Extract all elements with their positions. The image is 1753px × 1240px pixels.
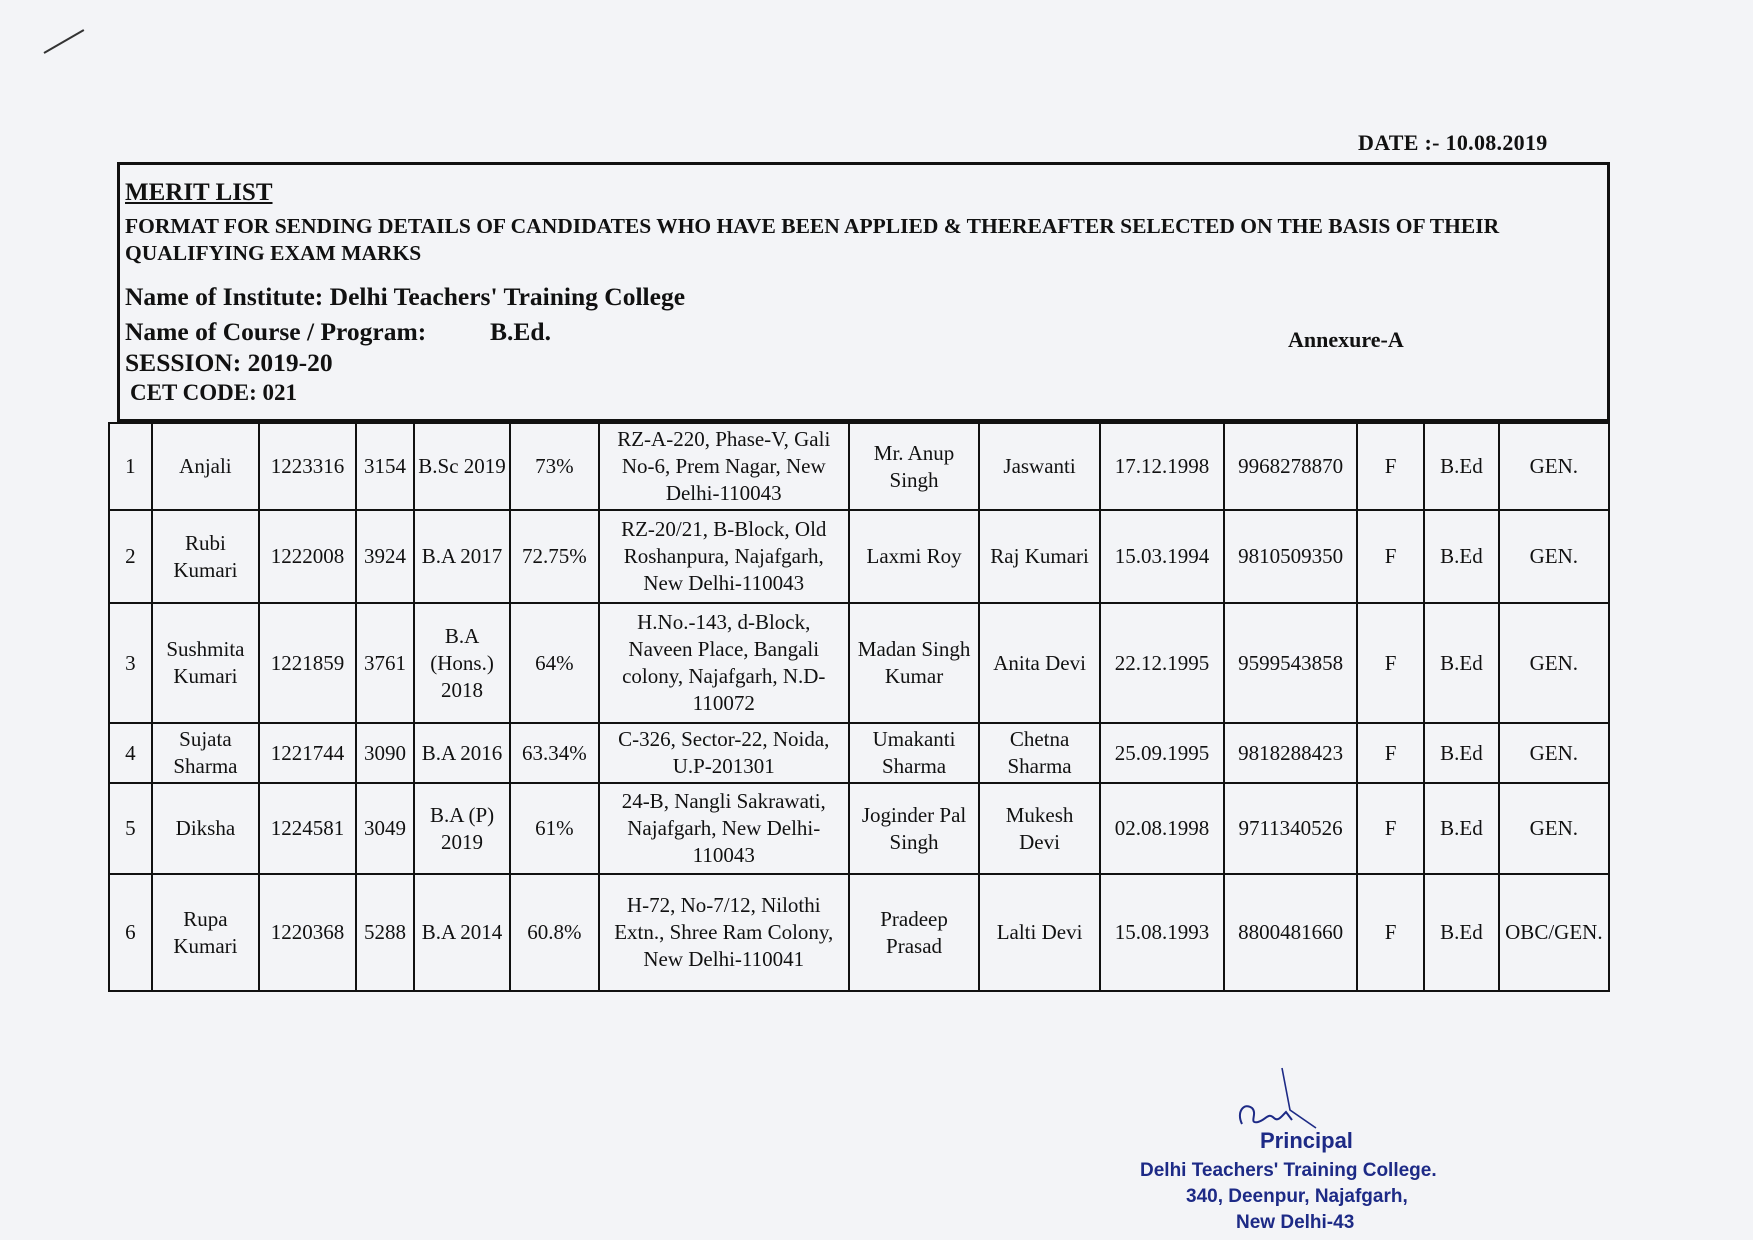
cell-course: B.Ed (1424, 783, 1498, 874)
cell-phone: 9818288423 (1224, 723, 1357, 783)
cell-sno: 4 (109, 723, 152, 783)
cell-course: B.Ed (1424, 423, 1498, 510)
cell-percent: 63.34% (510, 723, 599, 783)
cell-dob: 02.08.1998 (1100, 783, 1224, 874)
principal-stamp (1120, 1062, 1520, 1232)
cell-father: Madan Singh Kumar (849, 603, 980, 723)
cell-category: GEN. (1499, 603, 1609, 723)
cell-address: H-72, No-7/12, Nilothi Extn., Shree Ram Colony, New Delhi-110041 (599, 874, 849, 991)
cell-mother: Jaswanti (979, 423, 1099, 510)
cell-sno: 2 (109, 510, 152, 603)
session-label: SESSION: 2019-20 (125, 348, 333, 377)
cell-roll: 1220368 (259, 874, 356, 991)
cell-rank: 3090 (356, 723, 414, 783)
cell-phone: 9711340526 (1224, 783, 1357, 874)
institute-name: Name of Institute: Delhi Teachers' Training College (125, 282, 686, 311)
merit-table-body (109, 423, 1609, 991)
cell-phone: 9810509350 (1224, 510, 1357, 603)
cell-qualification: B.A 2016 (414, 723, 510, 783)
cell-name: Rupa Kumari (152, 874, 259, 991)
cell-sno: 3 (109, 603, 152, 723)
cell-roll: 1223316 (259, 423, 356, 510)
cell-category: GEN. (1499, 510, 1609, 603)
cell-percent: 61% (510, 783, 599, 874)
cell-qualification: B.A 2014 (414, 874, 510, 991)
cell-roll: 1222008 (259, 510, 356, 603)
cell-qualification: B.Sc 2019 (414, 423, 510, 510)
cell-sno: 6 (109, 874, 152, 991)
cet-code: CET CODE: 021 (130, 380, 297, 405)
cell-address: H.No.-143, d-Block, Naveen Place, Bangali colony, Najafgarh, N.D-110072 (599, 603, 849, 723)
table-row (109, 783, 1609, 874)
cell-dob: 17.12.1998 (1100, 423, 1224, 510)
table-row (109, 603, 1609, 723)
cell-percent: 72.75% (510, 510, 599, 603)
cell-dob: 15.08.1993 (1100, 874, 1224, 991)
cell-gender: F (1357, 423, 1424, 510)
merit-list-title: MERIT LIST (125, 179, 273, 206)
cell-rank: 3924 (356, 510, 414, 603)
cell-father: Mr. Anup Singh (849, 423, 980, 510)
cell-qualification: B.A 2017 (414, 510, 510, 603)
cell-percent: 60.8% (510, 874, 599, 991)
stamp-address: 340, Deenpur, Najafgarh, (1186, 1186, 1408, 1207)
cell-gender: F (1357, 723, 1424, 783)
cell-name: Sushmita Kumari (152, 603, 259, 723)
format-description: FORMAT FOR SENDING DETAILS OF CANDIDATES WHO HAVE BEEN APPLIED & THEREAFTER SELECTED ON THE BASIS OF THEIR QUALIFYING EXAM MARKS (125, 214, 1500, 265)
cell-qualification: B.A (P) 2019 (414, 783, 510, 874)
signature-icon (1230, 1062, 1320, 1132)
stamp-principal: Principal (1260, 1128, 1353, 1153)
table-row (109, 510, 1609, 603)
cell-name: Rubi Kumari (152, 510, 259, 603)
cell-roll: 1221744 (259, 723, 356, 783)
cell-roll: 1221859 (259, 603, 356, 723)
cell-rank: 5288 (356, 874, 414, 991)
cell-gender: F (1357, 874, 1424, 991)
cell-mother: Anita Devi (979, 603, 1099, 723)
merit-table (108, 422, 1610, 992)
stamp-college: Delhi Teachers' Training College. (1140, 1160, 1437, 1181)
cell-dob: 15.03.1994 (1100, 510, 1224, 603)
cell-father: Pradeep Prasad (849, 874, 980, 991)
course-label: Name of Course / Program: (125, 317, 427, 346)
cell-mother: Raj Kumari (979, 510, 1099, 603)
course-value: B.Ed. (490, 317, 551, 346)
scan-pen-mark (44, 29, 85, 54)
cell-mother: Mukesh Devi (979, 783, 1099, 874)
cell-gender: F (1357, 510, 1424, 603)
cell-course: B.Ed (1424, 874, 1498, 991)
table-row (109, 874, 1609, 991)
cell-rank: 3049 (356, 783, 414, 874)
header-box (117, 162, 1610, 422)
stamp-city: New Delhi-43 (1236, 1212, 1355, 1233)
cell-phone: 9968278870 (1224, 423, 1357, 510)
cell-course: B.Ed (1424, 723, 1498, 783)
cell-percent: 64% (510, 603, 599, 723)
cell-course: B.Ed (1424, 510, 1498, 603)
cell-roll: 1224581 (259, 783, 356, 874)
cell-mother: Lalti Devi (979, 874, 1099, 991)
cell-phone: 8800481660 (1224, 874, 1357, 991)
cell-qualification: B.A (Hons.) 2018 (414, 603, 510, 723)
cell-rank: 3761 (356, 603, 414, 723)
cell-mother: Chetna Sharma (979, 723, 1099, 783)
cell-category: GEN. (1499, 423, 1609, 510)
cell-name: Anjali (152, 423, 259, 510)
cell-sno: 5 (109, 783, 152, 874)
cell-course: B.Ed (1424, 603, 1498, 723)
document-date: DATE :- 10.08.2019 (1358, 130, 1548, 155)
cell-gender: F (1357, 603, 1424, 723)
annexure-label: Annexure-A (1288, 327, 1404, 352)
table-row (109, 423, 1609, 510)
cell-father: Laxmi Roy (849, 510, 980, 603)
cell-address: C-326, Sector-22, Noida, U.P-201301 (599, 723, 849, 783)
cell-address: 24-B, Nangli Sakrawati, Najafgarh, New Delhi-110043 (599, 783, 849, 874)
cell-gender: F (1357, 783, 1424, 874)
cell-address: RZ-20/21, B-Block, Old Roshanpura, Najafgarh, New Delhi-110043 (599, 510, 849, 603)
cell-dob: 25.09.1995 (1100, 723, 1224, 783)
table-row (109, 723, 1609, 783)
cell-father: Umakanti Sharma (849, 723, 980, 783)
cell-phone: 9599543858 (1224, 603, 1357, 723)
cell-sno: 1 (109, 423, 152, 510)
cell-category: GEN. (1499, 783, 1609, 874)
cell-name: Sujata Sharma (152, 723, 259, 783)
cell-category: GEN. (1499, 723, 1609, 783)
cell-percent: 73% (510, 423, 599, 510)
cell-dob: 22.12.1995 (1100, 603, 1224, 723)
cell-address: RZ-A-220, Phase-V, Gali No-6, Prem Nagar, New Delhi-110043 (599, 423, 849, 510)
cell-father: Joginder Pal Singh (849, 783, 980, 874)
cell-rank: 3154 (356, 423, 414, 510)
cell-name: Diksha (152, 783, 259, 874)
cell-category: OBC/GEN. (1499, 874, 1609, 991)
